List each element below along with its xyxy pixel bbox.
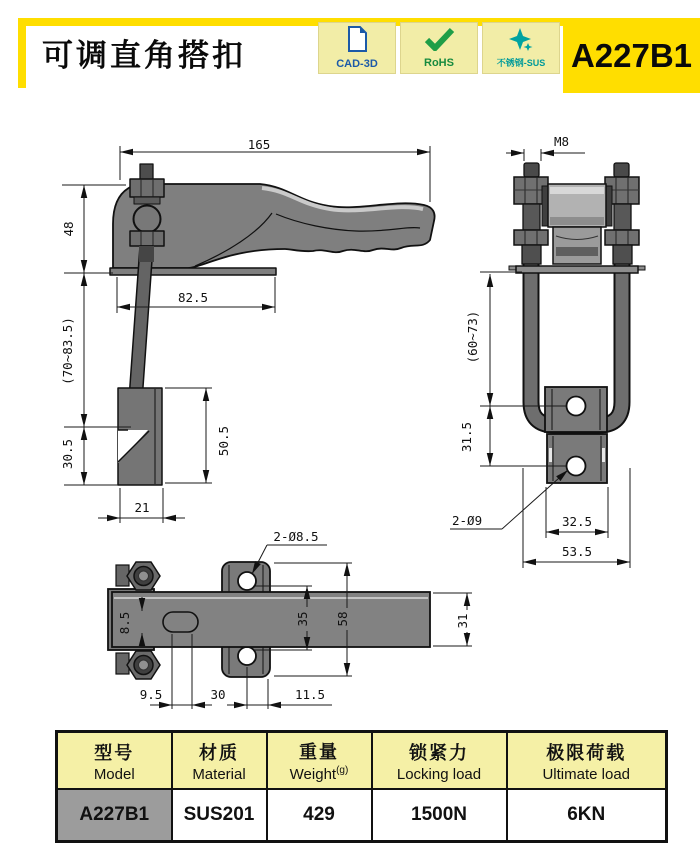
dim-hook-drop: 30.5 — [60, 438, 75, 470]
spec-table-header-row — [57, 732, 667, 790]
badge-label: 不锈钢-SUS — [496, 58, 546, 68]
badge-label: CAD-3D — [336, 58, 378, 70]
column-en-label: Material — [192, 765, 246, 783]
dim-plate-width: 32.5 — [561, 514, 593, 529]
column-en-label: Locking load — [396, 765, 482, 783]
dim-slot-offset: 9.5 — [139, 687, 163, 702]
dim-thread: M8 — [554, 134, 570, 149]
column-header-weight — [267, 732, 372, 790]
dim-height: 48 — [61, 221, 76, 237]
ultimate-load-value-cell: 6KN — [507, 789, 667, 842]
side-view-drawing — [60, 137, 435, 523]
column-header-model — [57, 732, 172, 790]
column-en-label: Ultimate load — [542, 765, 631, 783]
weight-label: Weight — [289, 766, 337, 783]
part-number: A227B1 — [570, 36, 693, 74]
column-en-label: Model — [93, 765, 135, 783]
column-zh-label: 重量 — [299, 742, 339, 762]
dim-hole-note: 2-Ø9 — [452, 513, 483, 528]
dim-hole-note: 2-Ø8.5 — [273, 529, 319, 544]
material-value-cell: SUS201 — [172, 789, 267, 842]
column-header-material — [172, 732, 267, 790]
dim-adjust-range: (60~73) — [465, 310, 480, 364]
weight-unit-sup: (g) — [336, 765, 349, 776]
column-en-label — [268, 765, 371, 783]
badge-label: RoHS — [424, 57, 454, 69]
dim-overall-width: 53.5 — [561, 544, 593, 559]
dim-overall-length: 165 — [247, 137, 271, 152]
dim-hook-width: 21 — [134, 500, 150, 515]
column-header-locking-load — [372, 732, 507, 790]
top-view-drawing — [108, 529, 472, 709]
dim-hole-to-edge: 11.5 — [294, 687, 326, 702]
dim-hole-pitch: 31.5 — [459, 421, 474, 453]
dim-hook-height: 50.5 — [216, 425, 231, 457]
dim-slot-to-hole: 30 — [210, 687, 226, 702]
dim-base-length: 82.5 — [177, 290, 209, 305]
dim-adjust-range: (70~83.5) — [60, 317, 75, 385]
dim-slot-width: 8.5 — [117, 611, 132, 635]
column-zh-label: 型号 — [94, 742, 135, 763]
column-zh-label: 材质 — [199, 742, 239, 763]
spec-table-data-row — [57, 789, 667, 842]
dim-plate-length: 58 — [335, 611, 350, 627]
dim-bar-to-hole: 35 — [295, 611, 310, 627]
column-zh-label: 锁紧力 — [409, 742, 469, 763]
locking-load-value-cell: 1500N — [372, 789, 507, 842]
spec-table — [55, 730, 668, 843]
page-title: 可调直角搭扣 — [42, 38, 246, 73]
weight-value-cell: 429 — [267, 789, 372, 842]
column-zh-label: 极限荷载 — [546, 742, 627, 763]
dim-bar-width: 31 — [455, 613, 470, 629]
column-header-ultimate-load — [507, 732, 667, 790]
model-value-cell: A227B1 — [57, 789, 172, 842]
front-view-drawing — [450, 134, 645, 568]
